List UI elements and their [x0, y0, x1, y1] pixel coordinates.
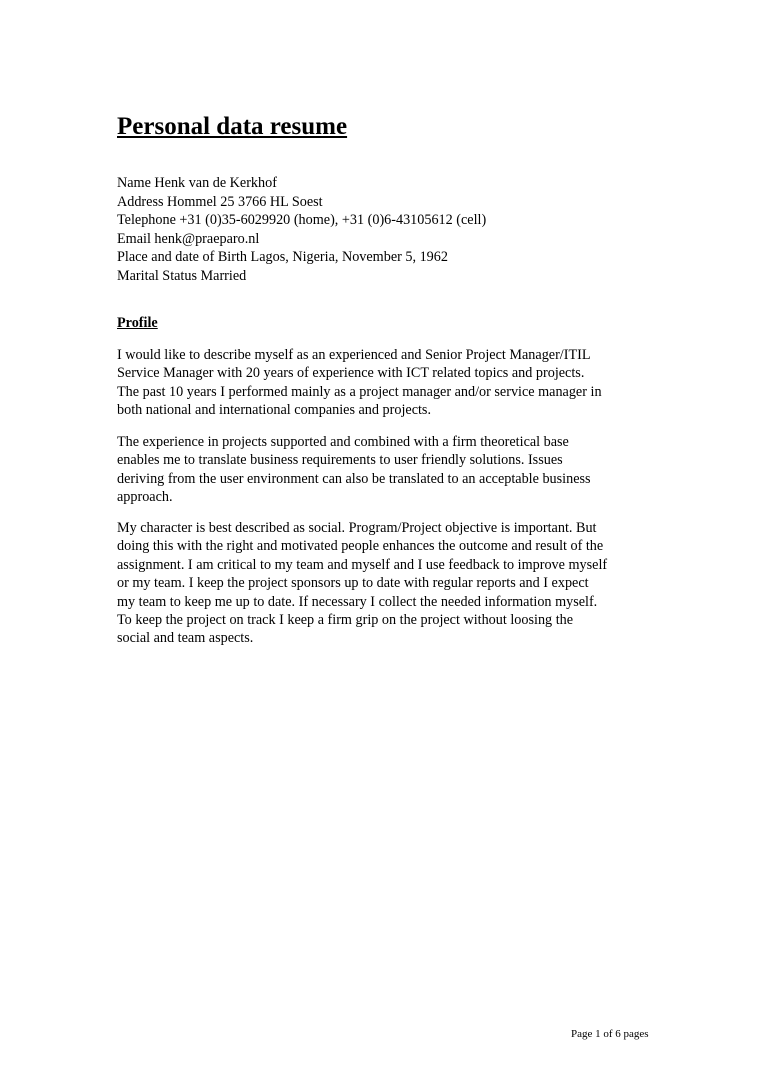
profile-paragraph-2 [117, 433, 591, 507]
paragraph-line: My character is best described as social. Program/Project objective is important. But [117, 520, 597, 536]
info-birth: Place and date of Birth Lagos, Nigeria, November 5, 1962 [117, 249, 448, 265]
personal-info-block [117, 174, 486, 285]
info-address: Address Hommel 25 3766 HL Soest [117, 193, 323, 210]
paragraph-line: assignment. I am critical to my team and myself and I use feedback to improve myself [117, 556, 608, 573]
profile-heading: Profile [117, 315, 158, 331]
paragraph-line: The experience in projects supported and combined with a firm theoretical base [117, 434, 569, 450]
paragraph-line: I would like to describe myself as an experienced and Senior Project Manager/ITIL [117, 347, 591, 363]
info-marital-status: Marital Status Married [117, 267, 247, 284]
profile-paragraph-1 [117, 346, 602, 420]
info-email: Email henk@praeparo.nl [117, 230, 260, 247]
document-title: Personal data resume [117, 113, 348, 140]
paragraph-line: The past 10 years I performed mainly as a project manager and/or service manager in [117, 383, 602, 400]
info-name: Name Henk van de Kerkhof [117, 175, 277, 191]
paragraph-line: To keep the project on track I keep a firm grip on the project without loosing the [117, 612, 574, 629]
paragraph-line: social and team aspects. [117, 630, 254, 647]
paragraph-line: both national and international companies and projects. [117, 402, 432, 419]
paragraph-line: approach. [117, 489, 173, 506]
paragraph-line: or my team. I keep the project sponsors up to date with regular reports and I expect [117, 575, 589, 592]
paragraph-line: deriving from the user environment can also be translated to an acceptable business [117, 470, 591, 487]
paragraph-line: enables me to translate business requirements to user friendly solutions. Issues [117, 452, 563, 469]
paragraph-line: my team to keep me up to date. If necessary I collect the needed information myself. [117, 593, 598, 610]
paragraph-line: Service Manager with 20 years of experience with ICT related topics and projects. [117, 365, 585, 382]
profile-paragraph-3 [117, 519, 607, 648]
page-number-footer: Page 1 of 6 pages [571, 1028, 649, 1040]
info-telephone: Telephone +31 (0)35-6029920 (home), +31 (0)6-43105612 (cell) [117, 212, 487, 228]
paragraph-line: doing this with the right and motivated people enhances the outcome and result of the [117, 538, 604, 555]
